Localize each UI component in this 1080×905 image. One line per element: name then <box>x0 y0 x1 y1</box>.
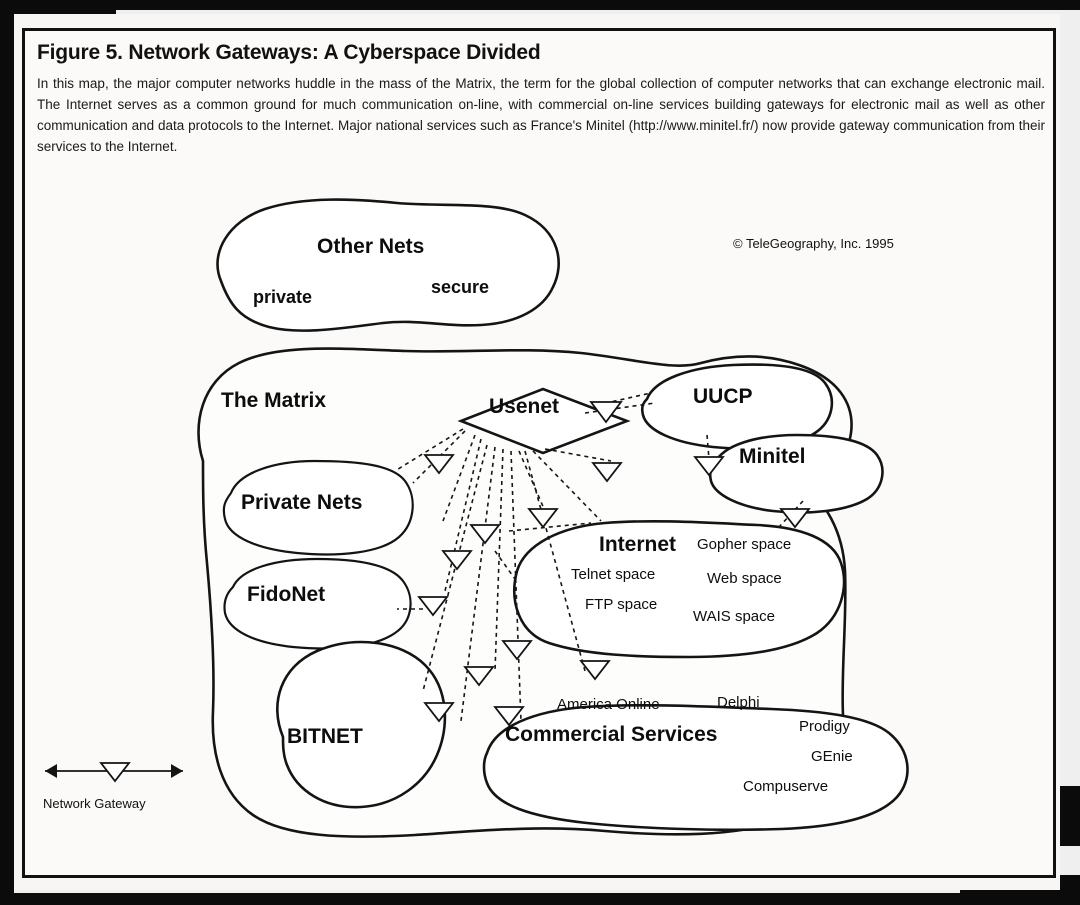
label-uucp: UUCP <box>693 385 753 408</box>
label-usenet: Usenet <box>489 395 560 418</box>
label-commercial-services: Commercial Services <box>505 723 718 746</box>
label-private: private <box>253 287 313 307</box>
label-ftp-space: FTP space <box>585 596 658 613</box>
label-fidonet: FidoNet <box>247 583 326 606</box>
label-prodigy: Prodigy <box>799 718 850 735</box>
blob-other-nets <box>218 200 559 331</box>
label-gopher-space: Gopher space <box>697 536 792 553</box>
label-web-space: Web space <box>707 570 782 587</box>
label-secure: secure <box>431 277 490 297</box>
blob-internet <box>514 521 844 657</box>
scan-edge-top <box>0 0 1080 10</box>
label-minitel: Minitel <box>739 445 806 468</box>
copyright-notice: © TeleGeography, Inc. 1995 <box>733 236 894 251</box>
label-private-nets: Private Nets <box>241 491 363 514</box>
label-internet: Internet <box>599 533 677 556</box>
label-delphi: Delphi <box>717 694 760 711</box>
network-gateway-diagram <box>25 31 1059 881</box>
scan-artifact-right <box>1058 786 1080 846</box>
figure-title: Figure 5. Network Gateways: A Cyberspace Divided <box>37 41 541 64</box>
label-wais-space: WAIS space <box>693 608 775 625</box>
label-compuserve: Compuserve <box>743 778 829 795</box>
figure-caption: In this map, the major computer networks huddle in the mass of the Matrix, the term for the global collection of computer networks that can exchange electronic mail. The Internet serves as a common ground for much communication on-line, with commercial on-line services building gateways for electronic mail as well as other communication and data protocols to the Internet. Major national services such as France's Minitel (http://www.minitel.fr/) now provide gateway communication from their services to the Internet. <box>37 76 1045 154</box>
legend-gateway-symbol <box>45 763 183 781</box>
label-america-online: America Online <box>557 696 660 713</box>
legend-label: Network Gateway <box>43 796 146 811</box>
scan-edge-left <box>0 0 14 905</box>
label-telnet-space: Telnet space <box>571 566 656 583</box>
scan-edge-bottom <box>0 893 1080 905</box>
label-other-nets: Other Nets <box>317 235 425 258</box>
label-the-matrix: The Matrix <box>221 389 327 412</box>
label-bitnet: BITNET <box>287 725 363 748</box>
figure-frame <box>22 28 1056 878</box>
label-genie: GEnie <box>811 748 853 765</box>
